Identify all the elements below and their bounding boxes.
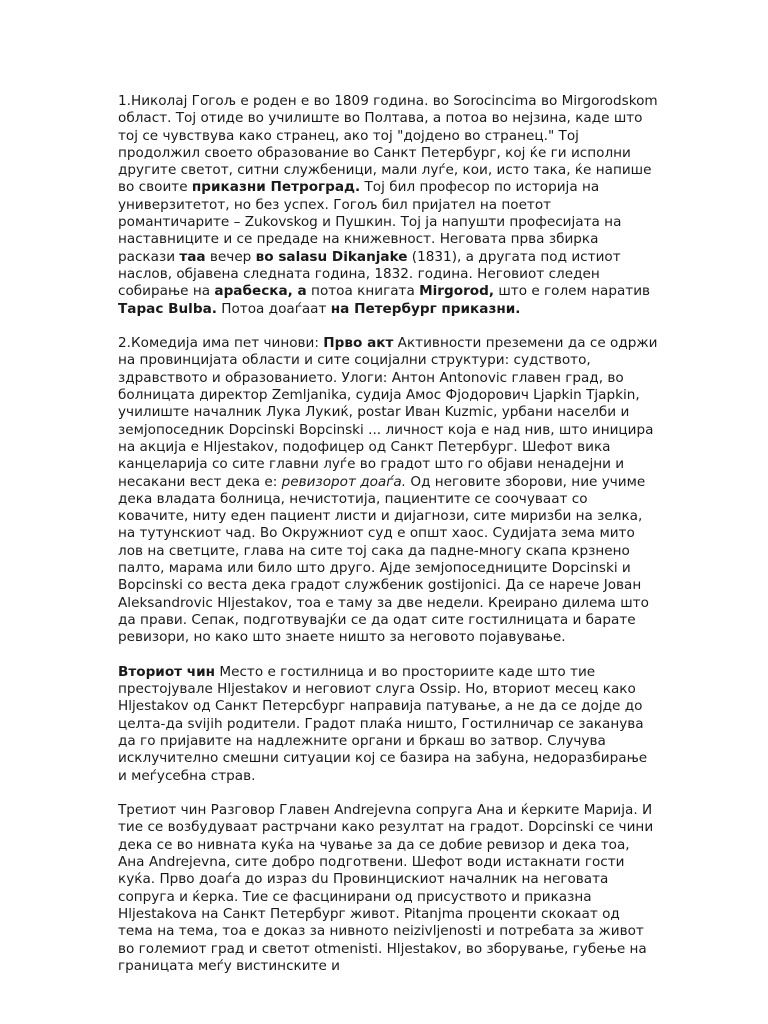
text-run: Потоа доаѓаат bbox=[216, 300, 331, 317]
text-run: вечер bbox=[205, 248, 256, 265]
bold-text-run: на Петербург приказни. bbox=[330, 300, 521, 317]
text-run: 1.Николај Гогољ е роден е во 1809 година. во Sorocincima во Mirgorodskom област. Тој отиде во училиште во Полтава, а потоа во нејзина, каде што тој се чувствува како странец, ако тој "дојдено во странец." Тој продолжил своето образование во Санкт Петербург, кој ќе ги исполни другите светот, ситни службеници, мали луѓе, кои, исто така, ќе напише во своите bbox=[118, 93, 658, 196]
text-run: (1831), а другата под истиот наслов, објавена следната година, 1832. година. Неговиот следен собирање на bbox=[118, 248, 621, 300]
bold-text-run: Тарас Bulba. bbox=[118, 300, 217, 317]
text-run: потоа книгата bbox=[306, 283, 420, 300]
paragraph-first-act bbox=[118, 335, 658, 646]
bold-text-run: таа bbox=[179, 248, 206, 265]
bold-text-run: Вториот чин bbox=[118, 663, 216, 680]
paragraph-biography bbox=[118, 93, 658, 318]
italic-text-run: ревизорот доаѓа. bbox=[281, 473, 407, 490]
bold-text-run: арабеска, а bbox=[214, 283, 307, 300]
text-run: Место е гостилница и во просториите каде што тие престојувале Hljestakov и неговиот слуга Ossip. Но, вториот месец како Hljestakov од Санкт Петерсбург направија патување, а не да се дојде до целта-да svijih родители. Градот плаќа ништо, Гостилничар се заканува да го пријавите на надлежните органи и бркаш во затвор. Случува исклучително смешни ситуации кој се базира на забуна, недоразбирање и меѓусебна страв. bbox=[118, 663, 648, 784]
text-run: 2.Комедија има пет чинови: bbox=[118, 335, 324, 352]
bold-text-run: Mirgorod, bbox=[419, 283, 495, 300]
text-run: Од неговите зборови, ние учиме дека владата болница, нечистотија, пациентите се соочуваат со ковачите, ниту еден пациент листи и дијагнози, сите миризби на зелка, на тутунскиот чад. Во Окружниот суд е општ хаос. Судијата зема мито лов на светците, глава на сите тој сака да падне-многу скапа крзнено палто, марама или било што друго. Ајде земјопоседниците Dopcinski и Bopcinski со веста дека градот службеник gostijonici. Да се нарече Jован Aleksandrovic Hljestakov, тоа е таму за две недели. Креирано дилема што да прави. Сепак, подготвувајќи се да одат сите гостилницата и барате ревизори, но како што знаете ништо за неговото појавување. bbox=[118, 473, 649, 646]
text-run: што е голем наратив bbox=[494, 283, 651, 300]
text-run: Третиот чин Разговор Главен Andrejevna сопруга Ана и ќерките Марија. И тие се возбудуваат растрчани како резултат на градот. Dopcinski се чини дека се во нивната куќа на чување за да се добие ревизор и дека тоа, Ана Andrejevna, сите добро подготвени. Шефот води истакнати гости куќа. Прво доаѓа до израз du Провинцискиот началник на неговата сопруга и ќерка. Тие се фасцинирани од присуството и приказна Hljestakova на Санкт Петербург живот. Pitanjma проценти скокаат од тема на тема, тоа е доказ за нивното neizivljenosti и потребата за живот во големиот град и светот otmenisti. Hljestakov, во зборување, губење на границата меѓу вистинските и bbox=[118, 802, 654, 974]
text-run: Тој бил професор по историја на универзитетот, но без успех. Гогољ бил пријател на поетот романтичарите – Zukovskog и Пушкин. Тој ја напушти професијата на наставниците и се предаде на книжевност. Неговата прва збирка раскази bbox=[118, 179, 622, 265]
bold-text-run: во salasu Dikanjake bbox=[255, 248, 408, 265]
document-page bbox=[118, 93, 658, 992]
bold-text-run: приказни Петроград. bbox=[191, 179, 361, 196]
bold-text-run: Прво акт bbox=[323, 335, 394, 352]
paragraph-third-act bbox=[118, 802, 658, 975]
text-run: Активности преземени да се одржи на провинцијата области и сите социјални структури: судството, здравството и образованието. Улоги: Антон Antonovic главен град, во болницата директор Zemljanika, судија Амос Фјодорович Ljapkin Tjapkin, училиште началник Лука Лукиќ, postar Иван Kuzmic, урбани населби и земјопоседник Dopcinski Bopcinski ... личност која е над нив, што иницира на акција е Hljestakov, подофицер од Санкт Петербург. Шефот вика канцеларија со сите главни луѓе во градот што го објави ненадејни и несакани вест дека е: bbox=[118, 335, 658, 490]
paragraph-second-act bbox=[118, 664, 658, 785]
